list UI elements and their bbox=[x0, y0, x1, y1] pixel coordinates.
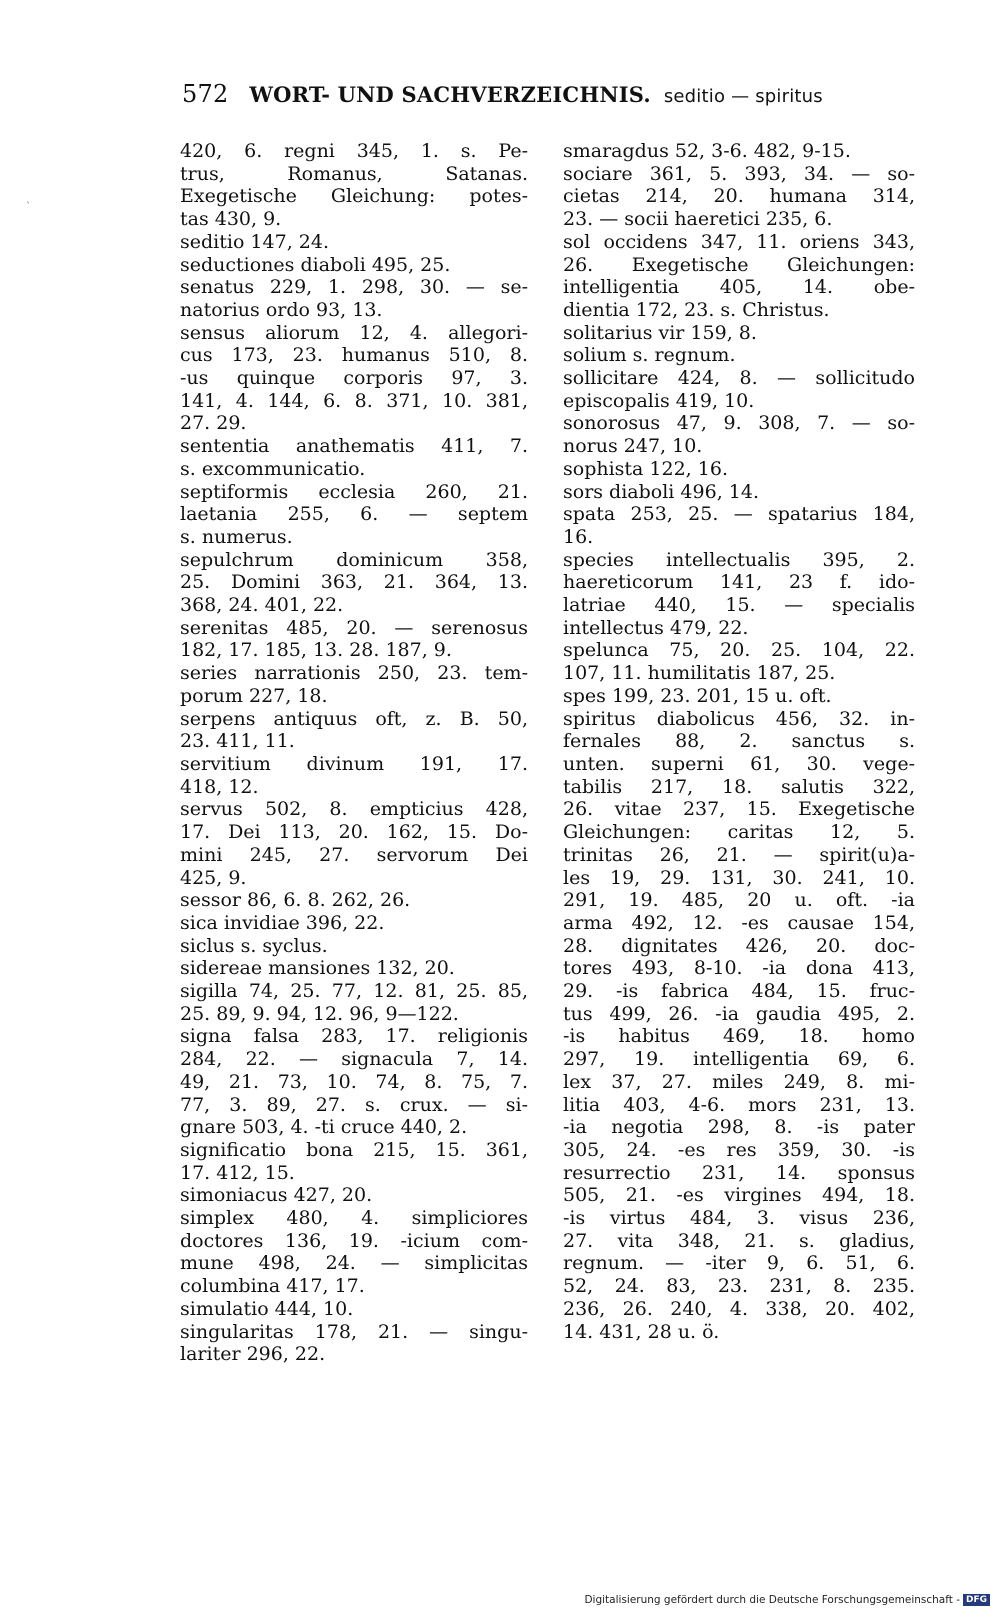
entry-line: 23. 411, 11. bbox=[180, 730, 295, 753]
index-entry bbox=[180, 1184, 528, 1207]
index-entry bbox=[180, 935, 528, 958]
index-entry bbox=[180, 481, 528, 549]
index-entry bbox=[563, 685, 915, 708]
entry-line: servitium divinum 191, 17. bbox=[180, 752, 528, 775]
index-entry bbox=[180, 435, 528, 480]
entry-line: s. numerus. bbox=[180, 525, 293, 548]
index-entry bbox=[180, 549, 528, 617]
index-entry bbox=[180, 231, 528, 254]
index-entry bbox=[563, 708, 915, 1344]
entry-line: simulatio 444, 10. bbox=[180, 1297, 354, 1320]
entry-line: spiritus diabolicus 456, 32. in- bbox=[563, 707, 915, 730]
entry-line: laetania 255, 6. — septem bbox=[180, 503, 528, 526]
entry-line: les 19, 29. 131, 30. 241, 10. bbox=[563, 866, 915, 889]
entry-line: resurrectio 231, 14. sponsus bbox=[563, 1161, 915, 1184]
entry-line: s. excommunicatio. bbox=[180, 457, 366, 480]
entry-line: smaragdus 52, 3-6. 482, 9-15. bbox=[563, 140, 851, 162]
entry-line: 23. — socii haeretici 235, 6. bbox=[563, 208, 833, 231]
entry-line: seditio 147, 24. bbox=[180, 230, 329, 253]
entry-line: 77, 3. 89, 27. s. crux. — si- bbox=[180, 1093, 528, 1116]
entry-line: 425, 9. bbox=[180, 866, 247, 889]
entry-line: sidereae mansiones 132, 20. bbox=[180, 957, 455, 980]
index-entry bbox=[180, 662, 528, 707]
entry-line: fernales 88, 2. sanctus s. bbox=[563, 730, 915, 753]
entry-line: 17. 412, 15. bbox=[180, 1161, 295, 1184]
entry-line: sollicitare 424, 8. — sollicitudo bbox=[563, 367, 915, 390]
entry-line: serpens antiquus oft, z. B. 50, bbox=[180, 707, 528, 730]
page-title: WORT- UND SACHVERZEICHNIS. bbox=[249, 82, 651, 107]
page-header bbox=[182, 80, 862, 108]
index-entry bbox=[180, 322, 528, 436]
index-entry bbox=[563, 163, 915, 231]
entry-line: 14. 431, 28 u. ö. bbox=[563, 1320, 720, 1343]
entry-line: gnare 503, 4. -ti cruce 440, 2. bbox=[180, 1116, 468, 1139]
entry-line: sessor 86, 6. 8. 262, 26. bbox=[180, 889, 411, 912]
entry-line: trinitas 26, 21. — spirit(u)a- bbox=[563, 843, 915, 866]
entry-line: 26. Exegetische Gleichungen: bbox=[563, 253, 915, 276]
entry-line: series narrationis 250, 23. tem- bbox=[180, 662, 528, 685]
entry-line: sica invidiae 396, 22. bbox=[180, 911, 385, 934]
entry-line: sententia anathematis 411, 7. bbox=[180, 435, 528, 458]
entry-line: 16. bbox=[563, 525, 594, 548]
entry-line: solium s. regnum. bbox=[563, 344, 736, 367]
entry-line: 107, 11. humilitatis 187, 25. bbox=[563, 662, 836, 685]
index-entry bbox=[563, 322, 915, 345]
entry-line: regnum. — -iter 9, 6. 51, 6. bbox=[563, 1252, 915, 1275]
entry-line: tabilis 217, 18. salutis 322, bbox=[563, 775, 915, 798]
entry-line: simplex 480, 4. simpliciores bbox=[180, 1207, 528, 1230]
entry-line: dientia 172, 23. s. Christus. bbox=[563, 298, 830, 321]
entry-line: 27. 29. bbox=[180, 412, 247, 435]
entry-line: Exegetische Gleichung: potes- bbox=[180, 185, 528, 208]
entry-line: columbina 417, 17. bbox=[180, 1275, 365, 1298]
entry-line: servus 502, 8. empticius 428, bbox=[180, 798, 528, 821]
entry-line: 52, 24. 83, 23. 231, 8. 235. bbox=[563, 1275, 915, 1298]
entry-line: lex 37, 27. miles 249, 8. mi- bbox=[563, 1070, 915, 1093]
entry-line: sensus aliorum 12, 4. allegori- bbox=[180, 321, 528, 344]
entry-line: spes 199, 23. 201, 15 u. oft. bbox=[563, 684, 832, 707]
index-entry bbox=[563, 458, 915, 481]
index-entry bbox=[180, 140, 528, 231]
index-entry bbox=[180, 798, 528, 889]
entry-line: doctores 136, 19. -icium com- bbox=[180, 1229, 528, 1252]
page-number: 572 bbox=[182, 80, 229, 108]
index-entry bbox=[180, 1298, 528, 1321]
entry-line: lariter 296, 22. bbox=[180, 1343, 326, 1366]
entry-line: 17. Dei 113, 20. 162, 15. Do- bbox=[180, 821, 528, 844]
entry-line: mini 245, 27. servorum Dei bbox=[180, 843, 528, 866]
index-entry bbox=[563, 549, 915, 640]
index-column-right bbox=[563, 140, 915, 1343]
entry-line: 236, 26. 240, 4. 338, 20. 402, bbox=[563, 1297, 915, 1320]
entry-line: signa falsa 283, 17. religionis bbox=[180, 1025, 528, 1048]
entry-line: tores 493, 8-10. -ia dona 413, bbox=[563, 957, 915, 980]
entry-line: simoniacus 427, 20. bbox=[180, 1184, 373, 1207]
entry-line: spelunca 75, 20. 25. 104, 22. bbox=[563, 639, 915, 662]
index-entry bbox=[563, 367, 915, 412]
entry-line: 26. vitae 237, 15. Exegetische bbox=[563, 798, 915, 821]
entry-line: species intellectualis 395, 2. bbox=[563, 548, 915, 571]
entry-line: sigilla 74, 25. 77, 12. 81, 25. 85, bbox=[180, 980, 528, 1003]
entry-range: seditio — spiritus bbox=[663, 86, 823, 107]
entry-line: natorius ordo 93, 13. bbox=[180, 298, 383, 321]
digitization-credit bbox=[584, 1594, 990, 1606]
entry-line: 25. 89, 9. 94, 12. 96, 9—122. bbox=[180, 1002, 459, 1025]
entry-line: serenitas 485, 20. — serenosus bbox=[180, 616, 528, 639]
scan-artifact-mark: ` bbox=[26, 202, 31, 213]
index-entry bbox=[180, 980, 528, 1025]
entry-line: sol occidens 347, 11. oriens 343, bbox=[563, 230, 915, 253]
entry-line: singularitas 178, 21. — singu- bbox=[180, 1320, 528, 1343]
entry-line: -ia negotia 298, 8. -is pater bbox=[563, 1116, 915, 1139]
entry-line: 49, 21. 73, 10. 74, 8. 75, 7. bbox=[180, 1070, 528, 1093]
index-entry bbox=[563, 344, 915, 367]
index-entry bbox=[180, 1207, 528, 1298]
entry-line: latriae 440, 15. — specialis bbox=[563, 594, 915, 617]
entry-line: significatio bona 215, 15. 361, bbox=[180, 1138, 528, 1161]
entry-line: 505, 21. -es virgines 494, 18. bbox=[563, 1184, 915, 1207]
entry-line: mune 498, 24. — simplicitas bbox=[180, 1252, 528, 1275]
index-entry bbox=[180, 254, 528, 277]
entry-line: cus 173, 23. humanus 510, 8. bbox=[180, 344, 528, 367]
entry-line: unten. superni 61, 30. vege- bbox=[563, 752, 915, 775]
index-entry bbox=[563, 140, 915, 163]
entry-line: haereticorum 141, 23 f. ido- bbox=[563, 571, 915, 594]
entry-line: 29. -is fabrica 484, 15. fruc- bbox=[563, 980, 915, 1003]
index-entry bbox=[563, 412, 915, 457]
entry-line: 420, 6. regni 345, 1. s. Pe- bbox=[180, 140, 528, 162]
index-entry bbox=[180, 1139, 528, 1184]
index-entry bbox=[563, 481, 915, 504]
entry-line: 28. dignitates 426, 20. doc- bbox=[563, 934, 915, 957]
entry-line: sors diaboli 496, 14. bbox=[563, 480, 759, 503]
index-column-left bbox=[180, 140, 528, 1366]
entry-line: solitarius vir 159, 8. bbox=[563, 321, 757, 344]
entry-line: sonorosus 47, 9. 308, 7. — so- bbox=[563, 412, 915, 435]
entry-line: intelligentia 405, 14. obe- bbox=[563, 276, 915, 299]
entry-line: episcopalis 419, 10. bbox=[563, 389, 755, 412]
entry-line: sepulchrum dominicum 358, bbox=[180, 548, 528, 571]
entry-line: seductiones diaboli 495, 25. bbox=[180, 253, 451, 276]
entry-line: spata 253, 25. — spatarius 184, bbox=[563, 503, 915, 526]
index-entry bbox=[563, 231, 915, 322]
entry-line: tas 430, 9. bbox=[180, 208, 282, 231]
entry-line: 284, 22. — signacula 7, 14. bbox=[180, 1048, 528, 1071]
entry-line: sophista 122, 16. bbox=[563, 457, 728, 480]
entry-line: intellectus 479, 22. bbox=[563, 616, 749, 639]
index-entry bbox=[180, 957, 528, 980]
entry-line: 305, 24. -es res 359, 30. -is bbox=[563, 1138, 915, 1161]
entry-line: 27. vita 348, 21. s. gladius, bbox=[563, 1229, 915, 1252]
entry-line: -is virtus 484, 3. visus 236, bbox=[563, 1207, 915, 1230]
entry-line: cietas 214, 20. humana 314, bbox=[563, 185, 915, 208]
entry-line: porum 227, 18. bbox=[180, 684, 328, 707]
entry-line: 291, 19. 485, 20 u. oft. -ia bbox=[563, 889, 915, 912]
index-entry bbox=[180, 708, 528, 753]
index-entry bbox=[180, 1025, 528, 1139]
entry-line: norus 247, 10. bbox=[563, 435, 703, 458]
index-entry bbox=[180, 1321, 528, 1366]
credit-text: Digitalisierung gefördert durch die Deutsche Forschungsgemeinschaft - bbox=[584, 1594, 960, 1606]
dfg-logo: DFG bbox=[963, 1594, 990, 1606]
entry-line: sociare 361, 5. 393, 34. — so- bbox=[563, 162, 915, 185]
index-entry bbox=[180, 912, 528, 935]
index-entry bbox=[563, 503, 915, 548]
entry-line: 25. Domini 363, 21. 364, 13. bbox=[180, 571, 528, 594]
entry-line: trus, Romanus, Satanas. bbox=[180, 162, 528, 185]
entry-line: tus 499, 26. -ia gaudia 495, 2. bbox=[563, 1002, 915, 1025]
entry-line: 141, 4. 144, 6. 8. 371, 10. 381, bbox=[180, 389, 528, 412]
index-entry bbox=[180, 753, 528, 798]
index-entry bbox=[180, 276, 528, 321]
entry-line: septiformis ecclesia 260, 21. bbox=[180, 480, 528, 503]
entry-line: arma 492, 12. -es causae 154, bbox=[563, 911, 915, 934]
entry-line: -is habitus 469, 18. homo bbox=[563, 1025, 915, 1048]
entry-line: 297, 19. intelligentia 69, 6. bbox=[563, 1048, 915, 1071]
entry-line: 368, 24. 401, 22. bbox=[180, 594, 344, 617]
index-entry bbox=[180, 617, 528, 662]
index-entry bbox=[180, 889, 528, 912]
entry-line: litia 403, 4-6. mors 231, 13. bbox=[563, 1093, 915, 1116]
entry-line: 182, 17. 185, 13. 28. 187, 9. bbox=[180, 639, 452, 662]
index-entry bbox=[563, 639, 915, 684]
entry-line: senatus 229, 1. 298, 30. — se- bbox=[180, 276, 528, 299]
entry-line: -us quinque corporis 97, 3. bbox=[180, 367, 528, 390]
entry-line: 418, 12. bbox=[180, 775, 259, 798]
entry-line: Gleichungen: caritas 12, 5. bbox=[563, 821, 915, 844]
entry-line: siclus s. syclus. bbox=[180, 934, 328, 957]
